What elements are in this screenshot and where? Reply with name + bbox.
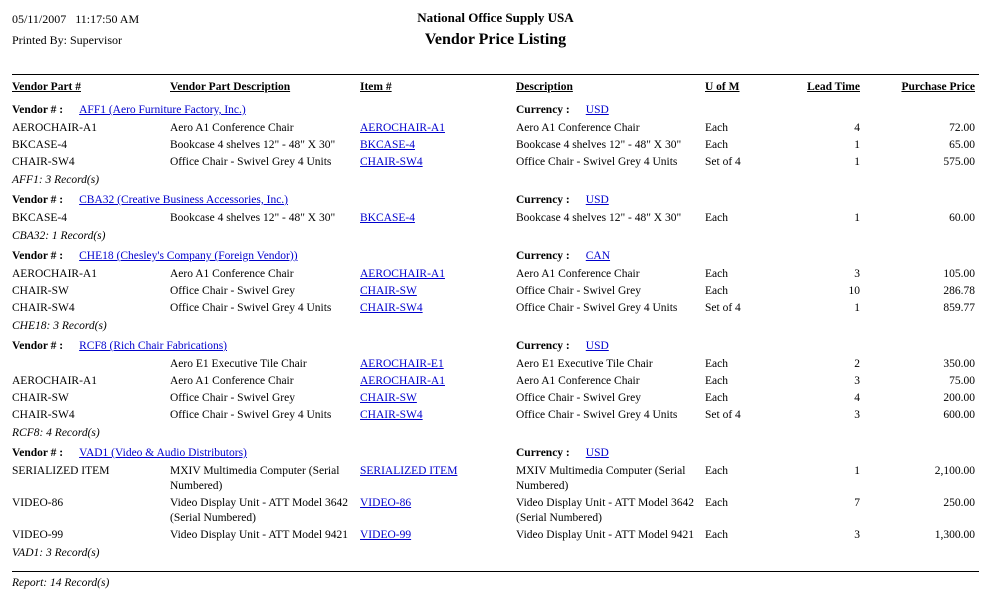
currency-line (516, 338, 979, 354)
lead-time: 1 (854, 302, 860, 314)
vendor-part-number: VIDEO-99 (12, 529, 64, 541)
lead-time: 3 (854, 268, 860, 280)
company-name: National Office Supply USA (417, 10, 574, 25)
item-description: Aero A1 Conference Chair (516, 122, 640, 134)
unit-of-measure: Each (705, 268, 728, 280)
purchase-price: 286.78 (943, 285, 975, 297)
col-header-purchase-price: Purchase Price (901, 81, 975, 93)
lead-time: 3 (854, 375, 860, 387)
purchase-price: 859.77 (943, 302, 975, 314)
item-description: Office Chair - Swivel Grey 4 Units (516, 409, 678, 421)
vendor-number-line (12, 192, 516, 208)
vendor-part-description: Video Display Unit - ATT Model 3642 (Serial Numbered) (170, 497, 348, 524)
unit-of-measure: Each (705, 497, 728, 509)
purchase-price: 2,100.00 (934, 465, 975, 477)
vendor-part-number: BKCASE-4 (12, 139, 67, 151)
unit-of-measure: Each (705, 139, 728, 151)
item-description: Office Chair - Swivel Grey 4 Units (516, 156, 678, 168)
item-description: Aero A1 Conference Chair (516, 375, 640, 387)
price-row (12, 154, 979, 171)
vendor-number-label: Vendor # : (12, 104, 64, 116)
price-row (12, 495, 979, 527)
unit-of-measure: Each (705, 358, 728, 370)
vendor-number-label: Vendor # : (12, 250, 64, 262)
lead-time: 10 (848, 285, 860, 297)
unit-of-measure: Set of 4 (705, 156, 741, 168)
unit-of-measure: Each (705, 212, 728, 224)
vendor-part-description: Office Chair - Swivel Grey 4 Units (170, 302, 332, 314)
lead-time: 3 (854, 409, 860, 421)
item-description: Office Chair - Swivel Grey (516, 392, 641, 404)
col-header-vendor-desc: Vendor Part Description (170, 81, 291, 93)
purchase-price: 60.00 (949, 212, 975, 224)
vendor-part-number: CHAIR-SW (12, 285, 69, 297)
vendor-link[interactable]: CBA32 (Creative Business Accessories, Inc.) (79, 194, 289, 206)
lead-time: 3 (854, 529, 860, 541)
vendor-part-description: Aero A1 Conference Chair (170, 375, 294, 387)
item-number-link[interactable]: CHAIR-SW (360, 285, 417, 297)
vendor-part-number (12, 356, 170, 373)
unit-of-measure: Set of 4 (705, 302, 741, 314)
lead-time: 4 (854, 392, 860, 404)
vendor-part-description: Office Chair - Swivel Grey (170, 392, 295, 404)
currency-line (516, 445, 979, 461)
vendor-number-line (12, 445, 516, 461)
unit-of-measure: Each (705, 285, 728, 297)
report-footer-section (12, 571, 979, 589)
unit-of-measure: Each (705, 122, 728, 134)
item-description: Video Display Unit - ATT Model 3642 (Serial Numbered) (516, 497, 694, 524)
vendor-part-number: CHAIR-SW4 (12, 409, 75, 421)
item-number-link[interactable]: CHAIR-SW4 (360, 156, 423, 168)
item-number-link[interactable]: AEROCHAIR-A1 (360, 122, 445, 134)
item-description: Aero E1 Executive Tile Chair (516, 358, 653, 370)
price-row (12, 407, 979, 424)
page-header (12, 8, 979, 58)
item-description: Bookcase 4 shelves 12" - 48" X 30" (516, 212, 682, 224)
vendor-part-number: VIDEO-86 (12, 497, 64, 509)
price-row (12, 266, 979, 283)
item-description: MXIV Multimedia Computer (Serial Numbered) (516, 465, 686, 492)
lead-time: 7 (854, 497, 860, 509)
vendor-part-description: Bookcase 4 shelves 12" - 48" X 30" (170, 212, 336, 224)
vendor-part-description: Office Chair - Swivel Grey 4 Units (170, 156, 332, 168)
vendor-group-che18 (12, 248, 979, 332)
item-description: Office Chair - Swivel Grey (516, 285, 641, 297)
purchase-price: 1,300.00 (934, 529, 975, 541)
unit-of-measure: Each (705, 375, 728, 387)
vendor-link[interactable]: AFF1 (Aero Furniture Factory, Inc.) (79, 104, 246, 116)
price-row (12, 463, 979, 495)
col-header-lead-time: Lead Time (807, 81, 860, 93)
vendor-part-number: AEROCHAIR-A1 (12, 375, 97, 387)
vendor-number-label: Vendor # : (12, 447, 64, 459)
vendor-part-description: Aero E1 Executive Tile Chair (170, 358, 307, 370)
purchase-price: 75.00 (949, 375, 975, 387)
item-description: Bookcase 4 shelves 12" - 48" X 30" (516, 139, 682, 151)
vendor-part-number: BKCASE-4 (12, 212, 67, 224)
group-record-count: RCF8: 4 Record(s) (12, 427, 100, 439)
item-number-link[interactable]: BKCASE-4 (360, 212, 415, 224)
currency-line (516, 192, 979, 208)
item-number-link[interactable]: VIDEO-99 (360, 529, 412, 541)
item-number-link[interactable]: SERIALIZED ITEM (360, 465, 458, 477)
vendor-part-description: Office Chair - Swivel Grey 4 Units (170, 409, 332, 421)
unit-of-measure: Set of 4 (705, 409, 741, 421)
price-row (12, 300, 979, 317)
printed-by: Printed By: Supervisor (12, 33, 122, 47)
col-header-description: Description (516, 81, 573, 93)
purchase-price: 350.00 (943, 358, 975, 370)
item-number-link[interactable]: CHAIR-SW4 (360, 409, 423, 421)
price-row (12, 283, 979, 300)
vendor-part-number: CHAIR-SW (12, 392, 69, 404)
footer-divider (12, 571, 979, 572)
lead-time: 1 (854, 465, 860, 477)
item-number-link[interactable]: VIDEO-86 (360, 497, 412, 509)
item-number-link[interactable]: AEROCHAIR-A1 (360, 268, 445, 280)
vendor-part-description: Office Chair - Swivel Grey (170, 285, 295, 297)
lead-time: 1 (854, 139, 860, 151)
currency-value[interactable]: USD (585, 194, 609, 206)
vendor-number-line (12, 248, 516, 264)
currency-label: Currency : (516, 447, 570, 459)
vendor-part-description: Aero A1 Conference Chair (170, 122, 294, 134)
price-row (12, 356, 979, 373)
vendor-number-label: Vendor # : (12, 340, 64, 352)
vendor-number-line (12, 102, 516, 118)
price-row (12, 527, 979, 544)
currency-label: Currency : (516, 340, 570, 352)
price-row (12, 210, 979, 227)
purchase-price: 250.00 (943, 497, 975, 509)
vendor-link[interactable]: VAD1 (Video & Audio Distributors) (79, 447, 247, 459)
vendor-group-vad1 (12, 445, 979, 559)
vendor-part-description: MXIV Multimedia Computer (Serial Numbered) (170, 465, 340, 492)
item-description: Office Chair - Swivel Grey 4 Units (516, 302, 678, 314)
currency-value[interactable]: USD (585, 104, 609, 116)
column-header-row (12, 75, 979, 96)
group-record-count: CHE18: 3 Record(s) (12, 320, 107, 332)
vendor-part-description: Aero A1 Conference Chair (170, 268, 294, 280)
col-header-uom: U of M (705, 81, 740, 93)
price-row (12, 373, 979, 390)
currency-value[interactable]: CAN (585, 250, 611, 262)
item-number-link[interactable]: CHAIR-SW (360, 392, 417, 404)
vendor-part-number: CHAIR-SW4 (12, 302, 75, 314)
item-number-link[interactable]: BKCASE-4 (360, 139, 415, 151)
vendor-part-number: SERIALIZED ITEM (12, 465, 110, 477)
price-row (12, 120, 979, 137)
purchase-price: 72.00 (949, 122, 975, 134)
vendor-part-description: Bookcase 4 shelves 12" - 48" X 30" (170, 139, 336, 151)
vendor-link[interactable]: CHE18 (Chesley's Company (Foreign Vendor)) (79, 250, 298, 262)
currency-label: Currency : (516, 104, 570, 116)
vendor-group-aff1 (12, 102, 979, 186)
price-row (12, 390, 979, 407)
report-datetime: 05/11/2007 11:17:50 AM (12, 12, 140, 26)
group-record-count: AFF1: 3 Record(s) (12, 174, 100, 186)
unit-of-measure: Each (705, 529, 728, 541)
lead-time: 2 (854, 358, 860, 370)
report-record-count: Report: 14 Record(s) (12, 577, 110, 589)
group-record-count: VAD1: 3 Record(s) (12, 547, 100, 559)
vendor-part-number: CHAIR-SW4 (12, 156, 75, 168)
item-description: Aero A1 Conference Chair (516, 268, 640, 280)
col-header-item: Item # (360, 81, 392, 93)
currency-line (516, 248, 979, 264)
vendor-part-description: Video Display Unit - ATT Model 9421 (170, 529, 348, 541)
unit-of-measure: Each (705, 392, 728, 404)
vendor-number-line (12, 338, 516, 354)
currency-line (516, 102, 979, 118)
vendor-part-number: AEROCHAIR-A1 (12, 122, 97, 134)
currency-label: Currency : (516, 194, 570, 206)
currency-label: Currency : (516, 250, 570, 262)
lead-time: 1 (854, 212, 860, 224)
lead-time: 4 (854, 122, 860, 134)
vendor-group-rcf8 (12, 338, 979, 439)
vendor-number-label: Vendor # : (12, 194, 64, 206)
purchase-price: 600.00 (943, 409, 975, 421)
report-title: Vendor Price Listing (424, 31, 567, 48)
vendor-part-number: AEROCHAIR-A1 (12, 268, 97, 280)
purchase-price: 575.00 (943, 156, 975, 168)
item-number-link[interactable]: AEROCHAIR-A1 (360, 375, 445, 387)
unit-of-measure: Each (705, 465, 728, 477)
item-number-link[interactable]: CHAIR-SW4 (360, 302, 423, 314)
purchase-price: 65.00 (949, 139, 975, 151)
price-row (12, 137, 979, 154)
col-header-vendor-part: Vendor Part # (12, 81, 81, 93)
vendor-link[interactable]: RCF8 (Rich Chair Fabrications) (79, 340, 228, 352)
group-record-count: CBA32: 1 Record(s) (12, 230, 106, 242)
item-number-link[interactable]: AEROCHAIR-E1 (360, 358, 444, 370)
currency-value[interactable]: USD (585, 447, 609, 459)
currency-value[interactable]: USD (585, 340, 609, 352)
lead-time: 1 (854, 156, 860, 168)
item-description: Video Display Unit - ATT Model 9421 (516, 529, 694, 541)
purchase-price: 105.00 (943, 268, 975, 280)
purchase-price: 200.00 (943, 392, 975, 404)
vendor-group-cba32 (12, 192, 979, 242)
